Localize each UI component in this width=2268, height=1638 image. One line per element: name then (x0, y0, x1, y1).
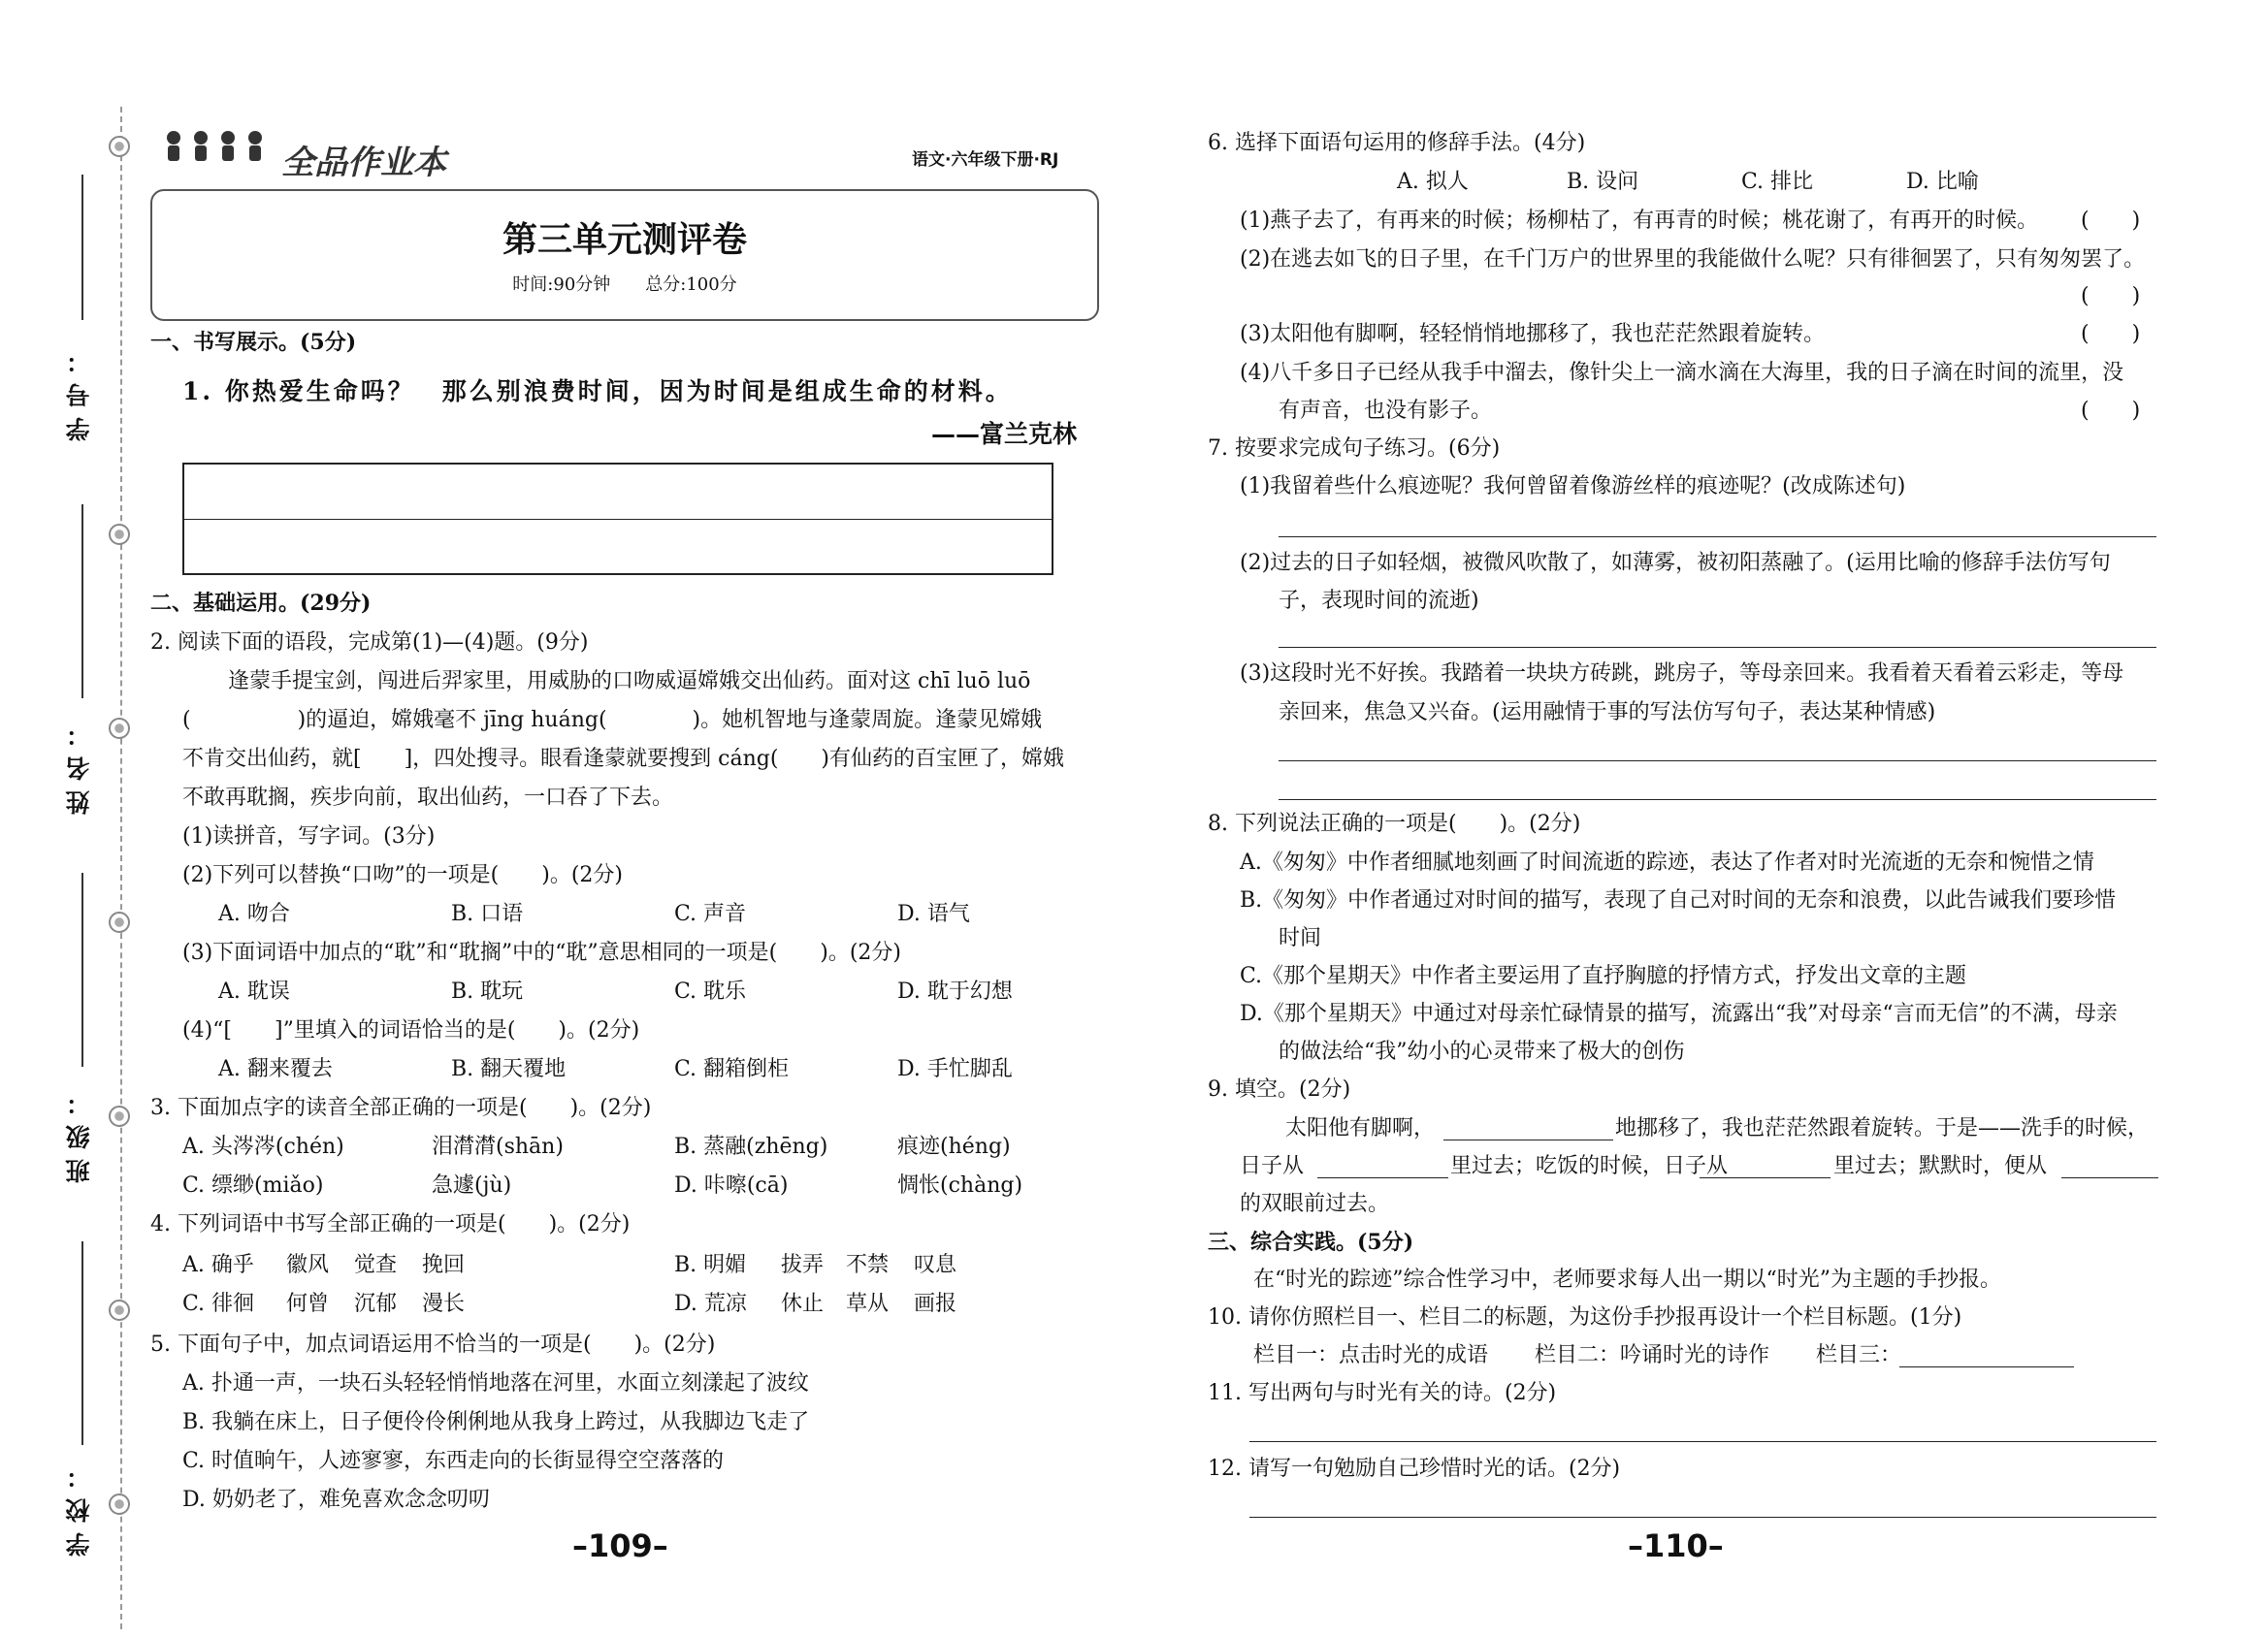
q6-stem: 6. 选择下面语句运用的修辞手法。(4分) (1208, 131, 1586, 155)
q2-1: (1)读拼音，写字词。(3分) (182, 824, 436, 849)
section-3-heading: 三、综合实践。(5分) (1208, 1230, 1414, 1255)
option[interactable]: A. 扑通一声，一块石头轻轻悄悄地落在河里，水面立刻漾起了波纹 (182, 1371, 809, 1396)
q6-2: (2)在逃去如飞的日子里，在千门万户的世界里的我能做什么呢？只有徘徊罢了，只有匆匆罢了。 (1240, 247, 2146, 272)
option[interactable]: A.《匆匆》中作者细腻地刻画了时间流逝的踪迹，表达了作者对时光流逝的无奈和惋惜之情 (1240, 851, 2094, 875)
option[interactable]: D. 手忙脚乱 (897, 1057, 1013, 1081)
option[interactable]: A. 翻来覆去 (218, 1057, 333, 1081)
section-2-heading: 二、基础运用。(29分) (150, 591, 372, 616)
option-part: 挽回 (422, 1253, 466, 1277)
option[interactable]: D. 耽于幻想 (897, 980, 1013, 1004)
school-blank[interactable] (81, 1241, 83, 1445)
q3-stem: 3. 下面加点字的读音全部正确的一项是( )。(2分) (150, 1096, 652, 1120)
option[interactable]: B. 设问 (1567, 170, 1639, 194)
q10-stem: 10. 请你仿照栏目一、栏目二的标题，为这份手抄报再设计一个栏目标题。(1分) (1208, 1305, 1962, 1330)
option-part: 泪潸潸(shān) (432, 1135, 564, 1159)
binding-hole (109, 1493, 130, 1515)
student-id-label: 学号： (65, 339, 93, 441)
brand-logo (160, 128, 276, 173)
q11-stem: 11. 写出两句与时光有关的诗。(2分) (1208, 1381, 1557, 1405)
option[interactable]: D. 奶奶老了，难免喜欢念念叨叨 (182, 1488, 490, 1512)
option-part: 画报 (914, 1292, 957, 1316)
q2-stem: 2. 阅读下面的语段，完成第(1)—(4)题。(9分) (150, 630, 589, 655)
passage-line: 逢蒙手提宝剑，闯进后羿家里，用威胁的口吻威逼嫦娥交出仙药。面对这 chī luō luō (228, 669, 1031, 693)
q2-2: (2)下列可以替换“口吻”的一项是( )。(2分) (182, 863, 623, 887)
option-part: 叹息 (914, 1253, 957, 1277)
answer-line[interactable] (1279, 760, 2156, 761)
option-part: 不禁 (846, 1253, 890, 1277)
option-part: 何曾 (286, 1292, 330, 1316)
column-2: 栏目二：吟诵时光的诗作 (1535, 1343, 1770, 1367)
option-part: 急遽(jù) (432, 1173, 512, 1198)
student-id-blank[interactable] (81, 175, 83, 320)
option[interactable]: B.《匆匆》中作者通过对时间的描写，表现了自己对时间的无奈和浪费，以此告诫我们要珍惜 (1240, 888, 2117, 913)
binding-hole (109, 718, 130, 739)
option[interactable]: B. 翻天覆地 (451, 1057, 567, 1081)
q1-author: ——富兰克林 (931, 420, 1078, 448)
answer-line[interactable] (1279, 799, 2156, 800)
option-part: 休止 (781, 1292, 825, 1316)
name-blank[interactable] (81, 504, 83, 698)
option[interactable]: B. 口语 (451, 902, 524, 926)
option[interactable]: C. 耽乐 (674, 980, 747, 1004)
option[interactable]: C. 时值晌午，人迹寥寥，东西走向的长街显得空空落落的 (182, 1449, 725, 1473)
q9-stem: 9. 填空。(2分) (1208, 1077, 1351, 1102)
answer-line[interactable] (1249, 1517, 2156, 1518)
class-blank[interactable] (81, 873, 83, 1067)
binding-hole (109, 524, 130, 545)
option[interactable]: C. 排比 (1741, 170, 1814, 194)
option[interactable]: D. 比喻 (1906, 170, 1979, 194)
option-part: 漫长 (422, 1292, 466, 1316)
page-number: –109– (572, 1527, 668, 1564)
answer-paren[interactable]: ( ) (2081, 322, 2141, 346)
option[interactable]: A. 拟人 (1397, 170, 1469, 194)
answer-paren[interactable]: ( ) (2081, 399, 2141, 423)
option[interactable]: C.《那个星期天》中作者主要运用了直抒胸臆的抒情方式，抒发出文章的主题 (1240, 964, 1967, 988)
fill-blank[interactable] (1899, 1366, 2074, 1367)
q4-stem: 4. 下列词语中书写全部正确的一项是( )。(2分) (150, 1212, 631, 1237)
option[interactable]: D. 荒凉 (674, 1292, 747, 1316)
q2-3: (3)下面词语中加点的“耽”和“耽搁”中的“耽”意思相同的一项是( )。(2分) (182, 941, 901, 965)
q12-stem: 12. 请写一句勉励自己珍惜时光的话。(2分) (1208, 1457, 1621, 1481)
option[interactable]: A. 耽误 (218, 980, 290, 1004)
school-label: 学校： (65, 1455, 93, 1557)
option[interactable]: B. 耽玩 (451, 980, 524, 1004)
option[interactable]: A. 吻合 (218, 902, 290, 926)
answer-paren[interactable]: ( ) (2081, 209, 2141, 233)
option-part: 痕迹(héng) (897, 1135, 1011, 1159)
q9-text: 里过去；吃饭的时候，日子从 (1450, 1154, 1729, 1178)
exam-title: 第三单元测评卷 (502, 219, 747, 260)
title-box (150, 189, 1099, 321)
subject-grade: 语文·六年级下册·RJ (912, 150, 1059, 170)
q8-stem: 8. 下列说法正确的一项是( )。(2分) (1208, 812, 1581, 836)
exam-time-score: 时间:90分钟 总分:100分 (512, 274, 737, 295)
name-label: 姓名： (65, 713, 93, 815)
q9-text: 日子从 (1240, 1154, 1305, 1178)
q7-2: 子，表现时间的流逝) (1279, 589, 1479, 613)
binding-hole (109, 912, 130, 933)
option[interactable]: D. 咔嚓(cā) (674, 1173, 789, 1198)
q1-quote: 1. 你热爱生命吗？ 那么别浪费时间，因为时间是组成生命的材料。 (182, 377, 1013, 405)
fill-blank[interactable] (1317, 1177, 1448, 1178)
q6-3: (3)太阳他有脚啊，轻轻悄悄地挪移了，我也茫茫然跟着旋转。 (1240, 322, 1826, 346)
column-1: 栏目一：点击时光的成语 (1253, 1343, 1489, 1367)
brand-name: 全品作业本 (281, 144, 446, 182)
q9-text: 的双眼前过去。 (1240, 1192, 1390, 1216)
q7-2: (2)过去的日子如轻烟，被微风吹散了，如薄雾，被初阳蒸融了。(运用比喻的修辞手法仿写句 (1240, 551, 2111, 575)
q7-1: (1)我留着些什么痕迹呢？我何曾留着像游丝样的痕迹呢？(改成陈述句) (1240, 474, 1906, 498)
option[interactable]: D.《那个星期天》中通过对母亲忙碌情景的描写，流露出“我”对母亲“言而无信”的不满，母亲 (1240, 1002, 2118, 1026)
option[interactable]: A. 确乎 (182, 1253, 254, 1277)
fill-blank[interactable] (2061, 1177, 2158, 1178)
column-3: 栏目三： (1816, 1343, 1902, 1367)
handwriting-box[interactable] (182, 463, 1053, 575)
q9-text: 太阳他有脚啊， (1285, 1116, 1436, 1140)
option-cont: 时间 (1279, 926, 1322, 950)
option[interactable]: C. 翻箱倒柜 (674, 1057, 790, 1081)
option-part: 拔弄 (781, 1253, 825, 1277)
option-part: 沉郁 (354, 1292, 398, 1316)
page-number: –110– (1628, 1527, 1724, 1564)
passage-line: ( )的逼迫，嫦娥毫不 jīng huáng( )。她机智地与逢蒙周旋。逢蒙见嫦娥 (182, 708, 1043, 732)
answer-line[interactable] (1279, 536, 2156, 537)
option-part: 觉查 (354, 1253, 398, 1277)
q5-stem: 5. 下面句子中，加点词语运用不恰当的一项是( )。(2分) (150, 1333, 716, 1357)
q2-4: (4)“[ ]”里填入的词语恰当的是( )。(2分) (182, 1018, 640, 1043)
option[interactable]: D. 语气 (897, 902, 970, 926)
option[interactable]: B. 我躺在床上，日子便伶伶俐俐地从我身上跨过，从我脚边飞走了 (182, 1410, 810, 1434)
option[interactable]: B. 明媚 (674, 1253, 747, 1277)
q7-3: (3)这段时光不好挨。我踏着一块块方砖跳，跳房子，等母亲回来。我看着天看着云彩走，等母 (1240, 661, 2124, 686)
answer-line[interactable] (1249, 1441, 2156, 1442)
option[interactable]: C. 缥缈(miǎo) (182, 1173, 324, 1198)
section-3-intro: 在“时光的踪迹”综合性学习中，老师要求每人出一期以“时光”为主题的手抄报。 (1253, 1268, 2001, 1292)
binding-hole (109, 1106, 130, 1127)
option-part: 草从 (846, 1292, 890, 1316)
option-cont: 的做法给“我”幼小的心灵带来了极大的创伤 (1279, 1040, 1685, 1064)
section-1-heading: 一、书写展示。(5分) (150, 330, 357, 355)
option[interactable]: C. 徘徊 (182, 1292, 255, 1316)
fill-blank[interactable] (1700, 1177, 1831, 1178)
binding-hole (109, 1300, 130, 1321)
passage-line: 不肯交出仙药，就[ ]，四处搜寻。眼看逢蒙就要搜到 cáng( )有仙药的百宝匣了，嫦娥 (182, 747, 1065, 771)
q9-text: 地挪移了，我也茫茫然跟着旋转。于是——洗手的时候， (1615, 1116, 2150, 1140)
option[interactable]: A. 头涔涔(chén) (182, 1135, 344, 1159)
option-part: 惆怅(chàng) (897, 1173, 1023, 1198)
q6-4: (4)八千多日子已经从我手中溜去，像针尖上一滴水滴在大海里，我的日子滴在时间的流里，没 (1240, 361, 2124, 385)
q7-3: 亲回来，焦急又兴奋。(运用融情于事的写法仿写句子，表达某种情感) (1279, 700, 1936, 724)
answer-line[interactable] (1279, 647, 2156, 648)
binding-dashed-line (120, 107, 122, 1629)
passage-line: 不敢再耽搁，疾步向前，取出仙药，一口吞了下去。 (182, 786, 674, 810)
q7-stem: 7. 按要求完成句子练习。(6分) (1208, 436, 1501, 461)
q6-4: 有声音，也没有影子。 (1279, 399, 1493, 423)
option-part: 徽风 (286, 1253, 330, 1277)
option[interactable]: C. 声音 (674, 902, 747, 926)
q6-1: (1)燕子去了，有再来的时候；杨柳枯了，有再青的时候；桃花谢了，有再开的时候。 (1240, 209, 2039, 233)
answer-paren[interactable]: ( ) (2081, 284, 2141, 308)
binding-hole (109, 136, 130, 157)
q9-text: 里过去；默默时，便从 (1833, 1154, 2048, 1178)
class-label: 班级： (65, 1081, 93, 1183)
option[interactable]: B. 蒸融(zhēng) (674, 1135, 828, 1159)
